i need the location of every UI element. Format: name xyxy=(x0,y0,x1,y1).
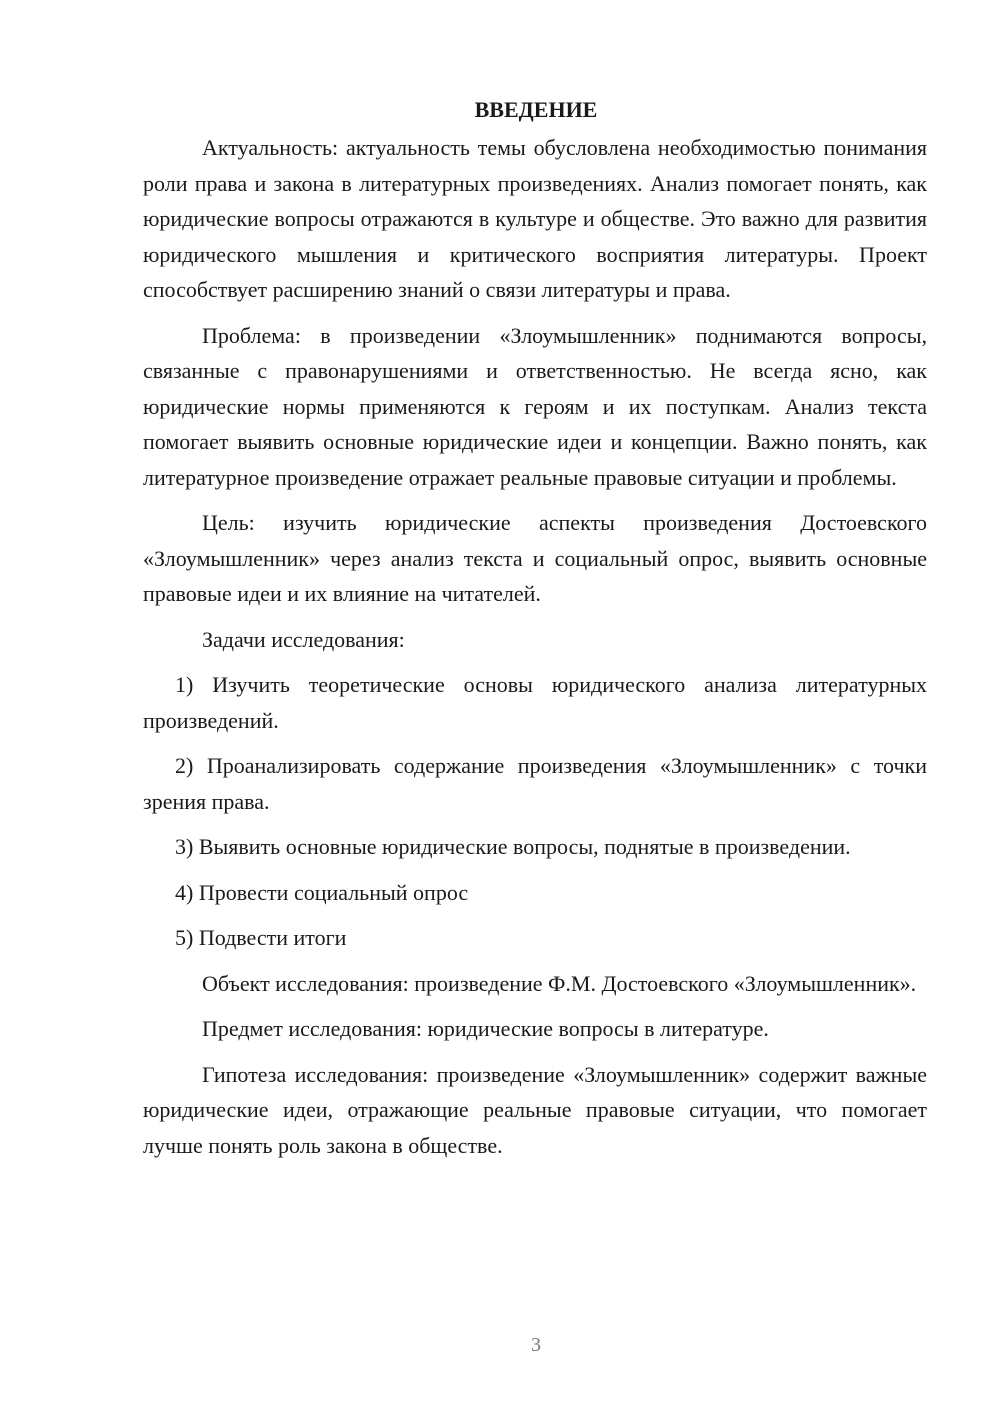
task-item-4: 4) Провести социальный опрос xyxy=(175,879,469,905)
paragraph-relevance: Актуальность: актуальность темы обусловлена необходимостью понимания роли права и закона в литературных произведениях. Анализ помогает понять, как юридические вопросы отражаются в культуре и обществе. Это важно для развития юридического мышления и критического восприятия литературы. Проект способствует расширению знаний о связи литературы и права. xyxy=(143,135,927,302)
paragraph-object: Объект исследования: произведение Ф.М. Достоевского «Злоумышленник». xyxy=(202,970,917,996)
task-item-5: 5) Подвести итоги xyxy=(175,925,347,950)
section-title: ВВЕДЕНИЕ xyxy=(474,97,598,122)
task-item-3: 3) Выявить основные юридические вопросы, поднятые в произведении. xyxy=(175,834,851,859)
task-item-2: 2) Проанализировать содержание произведения «Злоумышленник» с точки зрения права. xyxy=(143,753,927,814)
paragraph-goal: Цель: изучить юридические аспекты произведения Достоевского «Злоумышленник» через анализ текста и социальный опрос, выявить основные правовые идеи и их влияние на читателей. xyxy=(143,510,927,606)
document-page xyxy=(143,92,927,1173)
paragraph-problem: Проблема: в произведении «Злоумышленник» поднимаются вопросы, связанные с правонарушениями и ответственностью. Не всегда ясно, как юридические нормы применяются к героям и их поступкам. Анализ текста помогает выявить основные юридические идеи и концепции. Важно понять, как литературное произведение отражает реальные правовые ситуации и проблемы. xyxy=(143,322,927,490)
task-item-1: 1) Изучить теоретические основы юридического анализа литературных произведений. xyxy=(143,672,927,733)
paragraph-subject: Предмет исследования: юридические вопросы в литературе. xyxy=(202,1016,769,1041)
page-number: 3 xyxy=(531,1334,541,1356)
paragraph-hypothesis: Гипотеза исследования: произведение «Злоумышленник» содержит важные юридические идеи, отражающие реальные правовые ситуации, что помогает лучше понять роль закона в обществе. xyxy=(143,1061,927,1158)
paragraph-tasks-heading: Задачи исследования: xyxy=(202,626,405,652)
